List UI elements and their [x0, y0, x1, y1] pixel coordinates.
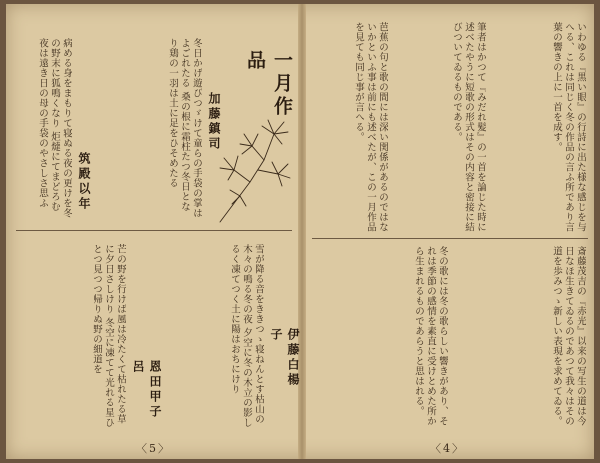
- section-title: 一月作品: [244, 50, 293, 119]
- poem-text: 雪が降る音をききつゝ寝ねんとす枯山の木々の鳴る冬の夜 夕空に冬の木立の影しるく凍てつく土に陽はおちにけり: [229, 244, 264, 428]
- pine-branch-illustration: [212, 116, 292, 228]
- section-divider: [16, 230, 292, 231]
- essay-column: 筆者はかつて『みだれ髪』の一首を論じた時に述べたやうに短歌の形式はその内容と密接に結びついてゐるものである。: [451, 22, 486, 232]
- author-name: 加藤鎮司: [207, 92, 221, 152]
- author-name: 恩田甲子呂: [131, 360, 162, 420]
- book-spread: [6, 4, 594, 459]
- essay-column: 冬の歌には冬の歌らしい響きがあり、それは季節の感情を素直に受けとめた所から生まれるものであらうと思はれる。: [413, 246, 448, 426]
- section-divider: [312, 238, 588, 239]
- author-name: 伊藤白楊子: [269, 328, 300, 388]
- essay-column: いわゆる『黒い眼』の行詩に出た様な感じを与へる、これは同じく冬の作品の言ふ所であり言葉の響きの上に一首を成す。: [551, 22, 586, 232]
- essay-column: 斎藤茂吉の『赤光』以来の写生の道は今日なほ生きてゐるのであつて我々はその道を歩みつゝ新しい表現を求めてゐる。: [551, 246, 586, 426]
- page-number: 〈4〉: [430, 442, 465, 455]
- poem-text: 冬日かげ遊びつゞけて童らの手袋の掌はよごれたる 桑の根に霜柱たつ冬日となり鶏の一羽は土に足をひそめたる: [167, 38, 202, 218]
- essay-column: 芭蕉の句と歌の間には深い関係があるのではないかといふ事は前にも述べたが、この一月作品を見ても同じ事が言へる。: [353, 22, 388, 232]
- poem-text: 芒の野を行けば風は冷たくて枯れたる草に夕日さしけり 冬空に凍てて光れる星ひとつ見つつ帰りぬ野の細道を: [91, 244, 126, 428]
- page-number: 〈5〉: [136, 442, 171, 455]
- author-name: 筑殿以年: [77, 152, 91, 212]
- poem-text: 病める身をまもりて寝ぬる夜の更けを冬の野末に狐鳴くなり 炬燵にてまどろむ夜は遠き日の母の手袋のやさしさ思ふ: [37, 38, 72, 218]
- left-page: [6, 4, 298, 459]
- right-page: [306, 4, 594, 459]
